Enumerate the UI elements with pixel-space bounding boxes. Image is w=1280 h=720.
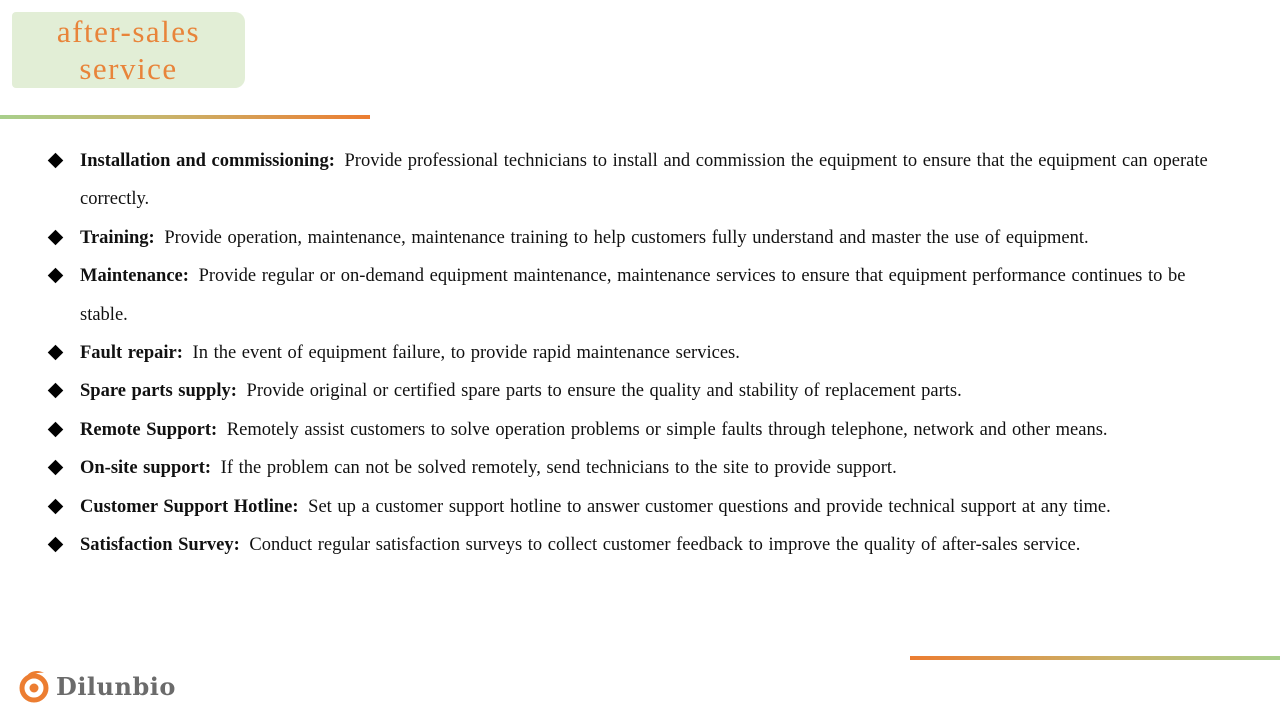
item-text: Provide original or certified spare parts to ensure the quality and stability of replacement parts. — [246, 381, 962, 402]
list-item — [48, 142, 1238, 219]
item-text: In the event of equipment failure, to provide rapid maintenance services. — [192, 343, 740, 364]
bottom-divider — [910, 656, 1280, 660]
diamond-bullet-icon — [48, 153, 64, 169]
diamond-bullet-icon — [48, 345, 64, 361]
item-title: On-site support: — [80, 458, 212, 479]
diamond-bullet-icon — [48, 498, 64, 514]
item-title: Maintenance: — [80, 266, 189, 287]
top-divider — [0, 115, 370, 119]
logo-text: Dilunbio — [56, 671, 176, 701]
item-title: Remote Support: — [80, 419, 218, 440]
diamond-bullet-icon — [48, 383, 64, 399]
diamond-bullet-icon — [48, 537, 64, 553]
list-item — [48, 488, 1238, 526]
item-text: Conduct regular satisfaction surveys to collect customer feedback to improve the quality of after-sales service. — [249, 535, 1081, 556]
list-item — [48, 219, 1238, 257]
item-text: Provide regular or on-demand equipment maintenance, maintenance services to ensure that equipment performance continues to be stable. — [80, 266, 1186, 325]
diamond-bullet-icon — [48, 268, 64, 284]
item-text: Remotely assist customers to solve operation problems or simple faults through telephone, network and other means. — [226, 419, 1108, 440]
diamond-bullet-icon — [48, 460, 64, 476]
list-item — [48, 411, 1238, 449]
dilunbio-swirl-icon — [16, 668, 52, 704]
list-item — [48, 449, 1238, 487]
item-title: Customer Support Hotline: — [80, 496, 299, 517]
item-title: Satisfaction Survey: — [80, 535, 240, 556]
item-title: Fault repair: — [80, 343, 183, 364]
item-title: Spare parts supply: — [80, 381, 237, 402]
page-title: after-sales service — [56, 14, 201, 86]
list-item — [48, 334, 1238, 372]
company-logo — [16, 668, 176, 704]
title-box — [12, 12, 245, 88]
item-text: Set up a customer support hotline to answer customer questions and provide technical support at any time. — [308, 496, 1111, 517]
list-item — [48, 257, 1238, 334]
diamond-bullet-icon — [48, 230, 64, 246]
item-title: Training: — [80, 227, 155, 248]
item-text: Provide professional technicians to install and commission the equipment to ensure that the equipment can operate correctly. — [80, 151, 1208, 210]
item-text: If the problem can not be solved remotely, send technicians to the site to provide support. — [220, 458, 897, 479]
diamond-bullet-icon — [48, 422, 64, 438]
item-text: Provide operation, maintenance, maintenance training to help customers fully understand and master the use of equipment. — [164, 227, 1089, 248]
list-item — [48, 526, 1238, 564]
item-title: Installation and commissioning: — [80, 151, 335, 171]
service-list — [48, 142, 1238, 564]
list-item — [48, 372, 1238, 410]
